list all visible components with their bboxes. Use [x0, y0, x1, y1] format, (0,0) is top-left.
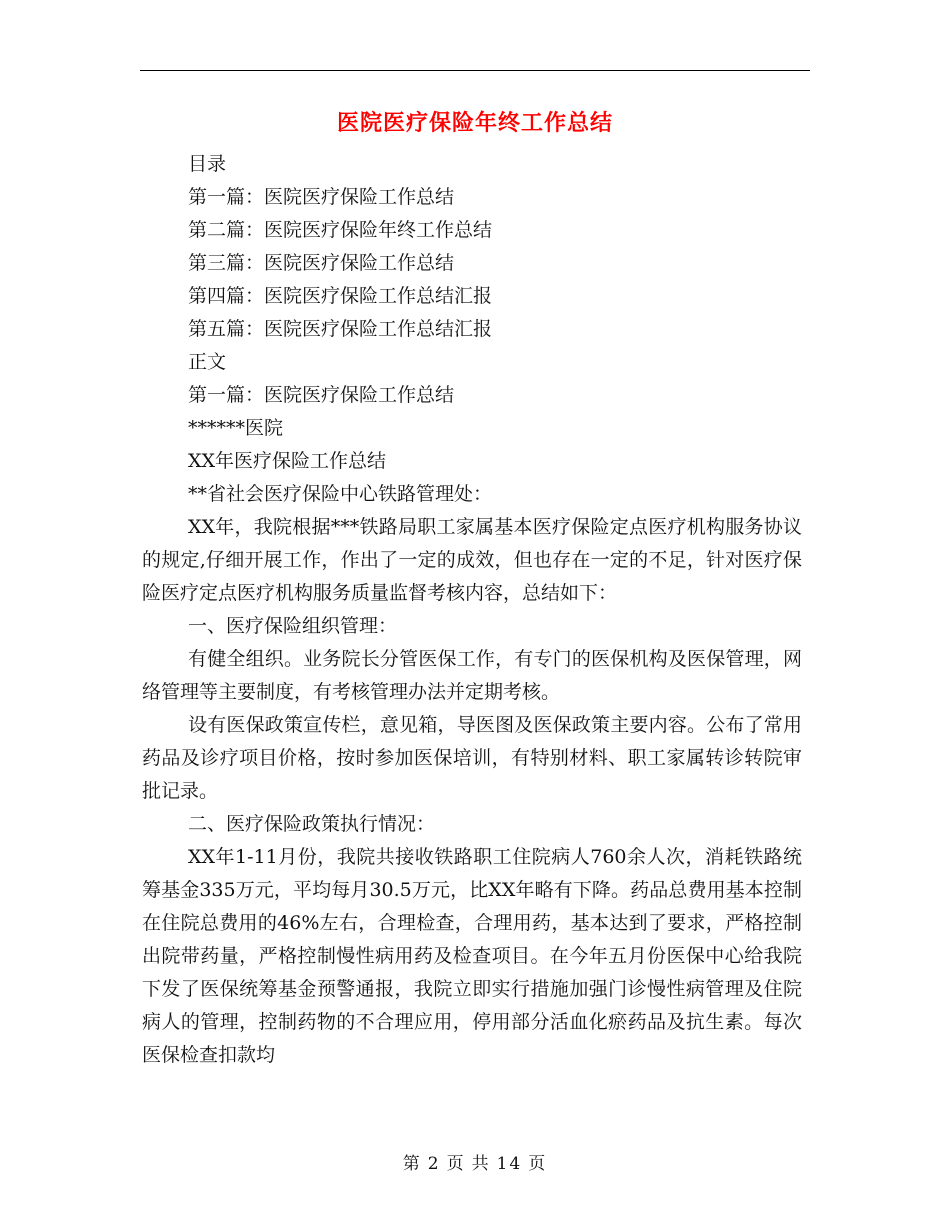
report-title: XX年医疗保险工作总结: [188, 450, 387, 472]
document-title: 医院医疗保险年终工作总结: [336, 111, 613, 136]
toc-item-3: 第三篇：医院医疗保险工作总结: [188, 252, 455, 274]
footer-page-unit: 页: [446, 1154, 466, 1174]
footer-total-label: 共: [471, 1154, 491, 1174]
footer-total-unit: 页: [528, 1154, 548, 1174]
toc-item-4: 第四篇：医院医疗保险工作总结汇报: [188, 285, 493, 307]
footer-total-pages: 14: [496, 1154, 523, 1174]
body-text: [142, 511, 802, 1072]
paragraph: 有健全组织。业务院长分管医保工作，有专门的医保机构及医保管理，网络管理等主要制度，有考核管理办法并定期考核。: [142, 648, 802, 703]
paragraph: XX年1-11月份，我院共接收铁路职工住院病人760余人次，消耗铁路统筹基金335万元，平均每月30.5万元，比XX年略有下降。药品总费用基本控制在住院总费用的46%左右，合理检查，合理用药，基本达到了要求，严格控制出院带药量，严格控制慢性病用药及检查项目。在今年五月份医保中心给我院下发了医保统筹基金预警通报，我院立即实行措施加强门诊慢性病管理及住院病人的管理，控制药物的不合理应用，停用部分活血化瘀药品及抗生素。每次医保检查扣款均: [142, 846, 802, 1066]
footer-page-label: 第: [402, 1154, 422, 1174]
body-heading: 正文: [188, 351, 227, 373]
chapter-title: 第一篇：医院医疗保险工作总结: [188, 384, 455, 406]
toc-item-2: 第二篇：医院医疗保险年终工作总结: [188, 219, 493, 241]
toc-heading: 目录: [188, 153, 227, 175]
page-footer: [0, 1152, 950, 1176]
paragraph: 设有医保政策宣传栏，意见箱，导医图及医保政策主要内容。公布了常用药品及诊疗项目价格，按时参加医保培训，有特别材料、职工家属转诊转院审批记录。: [142, 714, 802, 802]
section-heading: 二、医疗保险政策执行情况：: [188, 813, 436, 835]
addressee: **省社会医疗保险中心铁路管理处：: [188, 483, 493, 505]
section-heading: 一、医疗保险组织管理：: [188, 615, 398, 637]
table-of-contents: [188, 148, 810, 511]
footer-page-number: 2: [427, 1154, 441, 1174]
hospital-name: ******医院: [188, 417, 284, 439]
paragraph: XX年，我院根据***铁路局职工家属基本医疗保险定点医疗机构服务协议的规定,仔细开展工作，作出了一定的成效，但也存在一定的不足，针对医疗保险医疗定点医疗机构服务质量监督考核内容，总结如下：: [142, 516, 802, 604]
toc-item-5: 第五篇：医院医疗保险工作总结汇报: [188, 318, 493, 340]
header-rule: [140, 70, 810, 71]
toc-item-1: 第一篇：医院医疗保险工作总结: [188, 186, 455, 208]
